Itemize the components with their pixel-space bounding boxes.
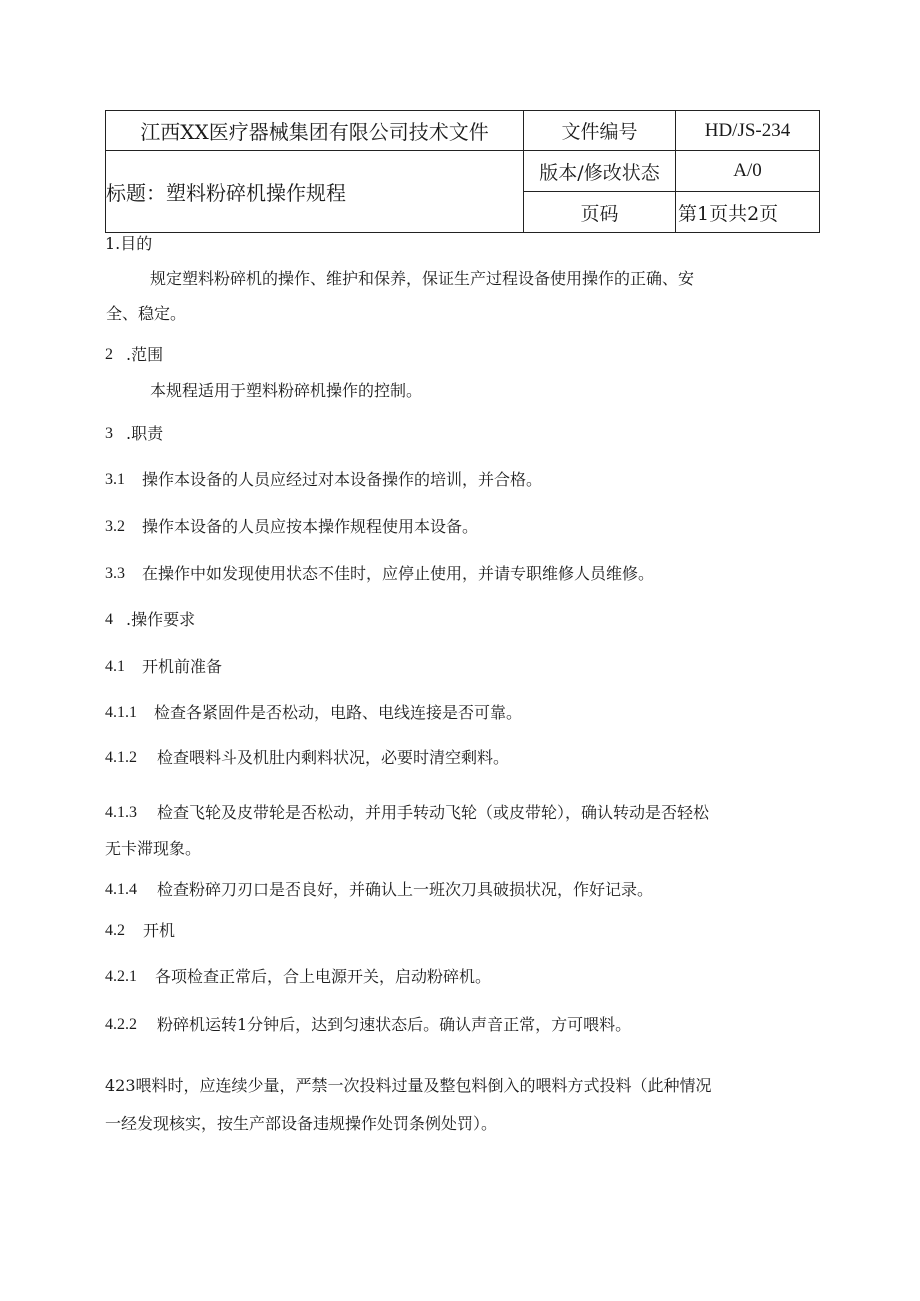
section-4-1-3-text-line2: 无卡滞现象。 — [105, 839, 202, 858]
section-4-heading: .操作要求 — [126, 610, 196, 629]
section-4-2-number: 4.2 — [105, 922, 125, 939]
section-3-1-number: 3.1 — [105, 471, 125, 488]
document-title: 标题：塑料粉碎机操作规程 — [106, 151, 524, 233]
section-4-1-3-number: 4.1.3 — [105, 804, 137, 821]
page-value: 第1页共2页 — [676, 192, 820, 233]
section-3-3-number: 3.3 — [105, 565, 125, 582]
section-3-heading: .职责 — [126, 424, 164, 443]
section-3-2-text: 操作本设备的人员应按本操作规程使用本设备。 — [142, 517, 479, 536]
version-value: A/0 — [676, 151, 820, 192]
section-4-2-1-text: 各项检查正常后，合上电源开关，启动粉碎机。 — [155, 967, 492, 986]
section-1-text-line1: 规定塑料粉碎机的操作、维护和保养，保证生产过程设备使用操作的正确、安 — [150, 269, 695, 288]
section-4-1-1-text: 检查各紧固件是否松动，电路、电线连接是否可靠。 — [154, 703, 523, 722]
section-1-text-line2: 全、稳定。 — [106, 304, 187, 323]
company-document-title: 江西XX医疗器械集团有限公司技术文件 — [106, 111, 524, 151]
section-2-number: 2 — [105, 346, 113, 363]
section-4-1-3-text-line1: 检查飞轮及皮带轮是否松动，并用手转动飞轮（或皮带轮），确认转动是否轻松 — [157, 803, 710, 822]
page-label: 页码 — [524, 192, 676, 233]
doc-number-label: 文件编号 — [524, 111, 676, 151]
section-1-heading: 1.目的 — [105, 234, 153, 253]
version-label: 版本/修改状态 — [524, 151, 676, 192]
section-4-1-2-number: 4.1.2 — [105, 749, 137, 766]
section-4-1-4-text: 检查粉碎刀刃口是否良好，并确认上一班次刀具破损状况，作好记录。 — [157, 880, 654, 899]
section-4-1-2-text: 检查喂料斗及机肚内剩料状况，必要时清空剩料。 — [157, 748, 510, 767]
section-4-number: 4 — [105, 611, 113, 628]
section-3-1-text: 操作本设备的人员应经过对本设备操作的培训，并合格。 — [142, 470, 543, 489]
section-4-1-4-number: 4.1.4 — [105, 881, 137, 898]
document-header-table — [105, 110, 820, 233]
section-4-2-2-number: 4.2.2 — [105, 1016, 137, 1033]
section-4-1-text: 开机前准备 — [142, 657, 223, 676]
section-3-number: 3 — [105, 425, 113, 442]
section-4-2-3-line2: 一经发现核实，按生产部设备违规操作处罚条例处罚）。 — [105, 1114, 498, 1133]
section-4-2-2-text: 粉碎机运转1分钟后，达到匀速状态后。确认声音正常，方可喂料。 — [157, 1015, 632, 1034]
section-3-2-number: 3.2 — [105, 518, 125, 535]
section-4-1-1-number: 4.1.1 — [105, 704, 137, 721]
section-4-2-text: 开机 — [143, 921, 176, 940]
section-4-2-3-line1: 423喂料时，应连续少量，严禁一次投料过量及整包料倒入的喂料方式投料（此种情况 — [105, 1076, 712, 1095]
section-2-text: 本规程适用于塑料粉碎机操作的控制。 — [150, 381, 423, 400]
section-4-2-1-number: 4.2.1 — [105, 968, 137, 985]
section-2-heading: .范围 — [126, 345, 164, 364]
section-4-1-number: 4.1 — [105, 658, 125, 675]
doc-number-value: HD/JS-234 — [676, 111, 820, 151]
section-3-3-text: 在操作中如发现使用状态不佳时，应停止使用，并请专职维修人员维修。 — [142, 564, 655, 583]
